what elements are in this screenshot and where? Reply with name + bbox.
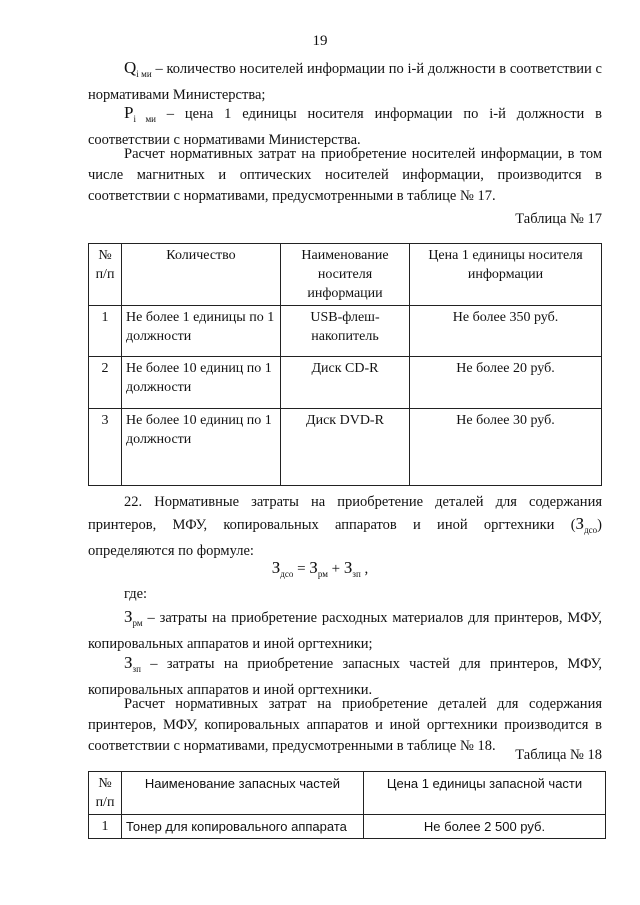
symbol: З — [575, 514, 585, 533]
definition-text: – затраты на приобретение запасных частей для принтеров, МФУ, копировальных аппаратов и иной оргтехники. — [88, 656, 602, 698]
table-row — [89, 306, 602, 357]
cell-quantity: Не более 1 единицы по 1 должности — [122, 306, 281, 357]
formula — [0, 558, 640, 579]
symbol-subscript: дсо — [584, 524, 598, 535]
table-row — [89, 409, 602, 486]
symbol: P — [124, 103, 134, 122]
where-label: где: — [124, 586, 148, 602]
cell-number: 2 — [89, 357, 122, 409]
definition-text: – количество носителей информации по i-й должности в соответствии с нормативами Министерства; — [88, 61, 602, 103]
formula-term-1-subscript: рм — [317, 569, 328, 579]
cell-number: 1 — [89, 815, 122, 839]
header-cell: Цена 1 единицы носителя информации — [410, 244, 602, 306]
table-header-row — [89, 244, 602, 306]
definition-text: – затраты на приобретение расходных материалов для принтеров, МФУ, копировальных аппаратов и иной оргтехники; — [88, 610, 602, 652]
formula-tail: , — [360, 561, 369, 577]
header-cell: Количество — [122, 244, 281, 306]
symbol-subscript: i ми — [133, 113, 156, 124]
cell-media-name: Диск CD-R — [281, 357, 410, 409]
page-number: 19 — [312, 33, 328, 49]
symbol: З — [124, 653, 133, 672]
cell-price: Не более 20 руб. — [410, 357, 602, 409]
cell-quantity: Не более 10 единиц по 1 должности — [122, 409, 281, 486]
formula-plus: + — [327, 561, 344, 577]
cell-media-name: USB-флеш-накопитель — [281, 306, 410, 357]
header-cell: № п/п — [89, 244, 122, 306]
definition-zrm — [88, 606, 602, 655]
table17-caption: Таблица № 17 — [515, 211, 602, 227]
formula-term-2: З — [343, 558, 353, 577]
header-cell: № п/п — [89, 772, 122, 815]
header-cell: Наименование носителя информации — [281, 244, 410, 306]
formula-equals: = — [293, 561, 310, 577]
table-18 — [88, 771, 606, 839]
table18-caption: Таблица № 18 — [515, 747, 602, 763]
symbol-subscript: i ми — [136, 68, 152, 79]
table-row — [89, 815, 606, 839]
definition-q — [88, 57, 602, 106]
symbol: Q — [124, 58, 137, 77]
cell-number: 3 — [89, 409, 122, 486]
paragraph-table18-intro: Расчет нормативных затрат на приобретение деталей для содержания принтеров, МФУ, копировальных аппаратов и иной оргтехники производится в соответствии с нормативами, предусмотренными в таблице № 18. — [88, 696, 602, 754]
cell-price: Не более 30 руб. — [410, 409, 602, 486]
table-row — [89, 357, 602, 409]
formula-lhs: З — [271, 558, 281, 577]
table-header-row — [89, 772, 606, 815]
paragraph-22-text: 22. Нормативные затраты на приобретение деталей для содержания принтеров, МФУ, копировальных аппаратов и иной оргтехники ( — [88, 494, 602, 533]
cell-number: 1 — [89, 306, 122, 357]
cell-part-name: Тонер для копировального аппарата — [122, 815, 364, 839]
symbol: З — [124, 607, 133, 626]
symbol-subscript: рм — [132, 617, 143, 628]
cell-price: Не более 2 500 руб. — [364, 815, 606, 839]
definition-text: – цена 1 единицы носителя информации по i-й должности в соответствии с нормативами Министерства. — [88, 106, 602, 148]
cell-quantity: Не более 10 единиц по 1 должности — [122, 357, 281, 409]
header-cell: Наименование запасных частей — [122, 772, 364, 815]
formula-term-1: З — [309, 558, 318, 577]
paragraph-22-after: ) определяются по формуле: — [88, 517, 602, 559]
cell-media-name: Диск DVD-R — [281, 409, 410, 486]
symbol-subscript: зп — [132, 663, 141, 674]
formula-term-2-subscript: зп — [352, 569, 361, 579]
formula-lhs-subscript: дсо — [280, 569, 294, 579]
cell-price: Не более 350 руб. — [410, 306, 602, 357]
table-17 — [88, 243, 602, 486]
paragraph-table17-intro: Расчет нормативных затрат на приобретение носителей информации, в том числе магнитных и оптических носителей информации, производится в соответствии с нормативами, предусмотренными в таблице № 17. — [88, 146, 602, 204]
paragraph-22 — [88, 492, 602, 562]
header-cell: Цена 1 единицы запасной части — [364, 772, 606, 815]
